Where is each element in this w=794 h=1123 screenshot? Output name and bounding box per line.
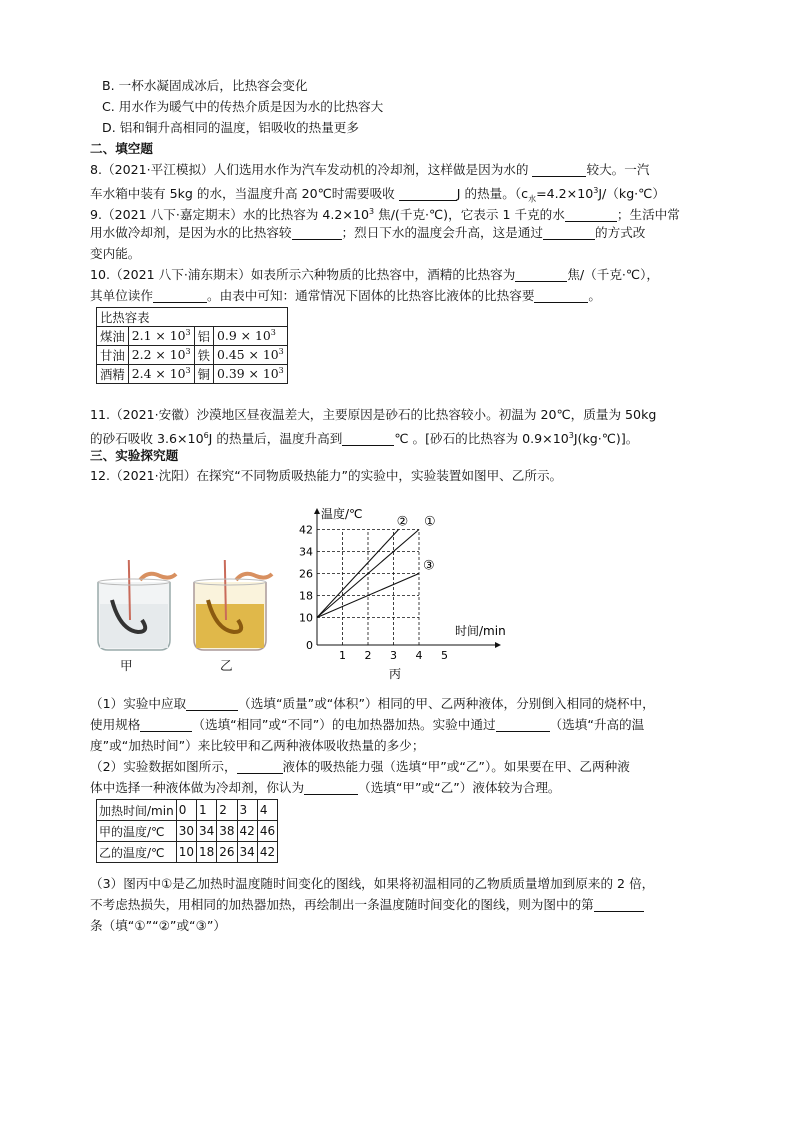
q12-blank-2[interactable]: [140, 717, 192, 732]
q9-line2: 用水做冷却剂，是因为水的比热容较 ；烈日下水的温度会升高，这是通过 的方式改: [90, 225, 646, 240]
y-tick-label: 26: [299, 567, 313, 581]
q12-blank-6[interactable]: [594, 897, 644, 912]
section-title-experiment: 三、实验探究题: [90, 448, 179, 463]
q12-blank-5[interactable]: [304, 780, 358, 795]
table-row: 酒精 $2.4 \times 10^3$ 铜 $0.39 \times 10^3$: [97, 365, 288, 384]
q12-blank-3[interactable]: [496, 717, 550, 732]
q10-line2: 其单位读作 。由表中可知：通常情况下固体的比热容比液体的比热容要 。: [90, 288, 601, 303]
q11-line1: 11.（2021·安徽）沙漠地区昼夜温差大，主要原因是砂石的比热容较小。初温为 20℃，质量为 50kg: [90, 407, 657, 422]
q12-p1-line3: 度”或“加热时间”）来比较甲和乙两种液体吸收热量的多少；: [90, 738, 425, 753]
q12-blank-1[interactable]: [186, 696, 238, 711]
y-axis-arrow: [314, 508, 320, 514]
q10-blank-1[interactable]: [515, 267, 567, 282]
temperature-chart: [295, 500, 510, 685]
table-row: 甘油 $2.2 \times 10^3$ 铁 $0.45 \times 10^3$: [97, 346, 288, 365]
q8-line2: 车水箱中装有 5kg 的水，当温度升高 20℃时需要吸收 J 的热量。（$c_水=4.2\times 10^3J/(kg\cdot℃)$: [90, 186, 665, 204]
q9-blank-2[interactable]: [292, 225, 342, 240]
q12-p1-line1: （1）实验中应取 （选填“质量”或“体积”）相同的甲、乙两种液体，分别倒入相同的烧杯中，: [90, 696, 655, 711]
origin-label: 0: [306, 639, 313, 652]
q12-blank-4[interactable]: [237, 759, 283, 774]
series-label: ①: [424, 514, 436, 530]
x-tick-label: 4: [415, 649, 423, 662]
table-row: 煤油 $2.1 \times 10^3$ 铝 $0.9 \times 10^3$: [97, 327, 288, 346]
y-tick-label: 10: [299, 611, 313, 625]
q10-blank-2[interactable]: [153, 288, 207, 303]
option-d: D. 铝和铜升高相同的温度，铝吸收的热量更多: [102, 120, 359, 135]
y-tick-label: 34: [299, 545, 313, 559]
label-jia: 甲: [120, 658, 133, 673]
q12-intro: 12.（2021·沈阳）在探究“不同物质吸热能力”的实验中，实验装置如图甲、乙所示。: [90, 468, 563, 483]
q11-blank[interactable]: [342, 431, 394, 446]
q10-line1: 10.（2021 八下·浦东期末）如表所示六种物质的比热容中，酒精的比热容为 焦/（千克·℃），: [90, 267, 659, 282]
q9-blank-3[interactable]: [543, 225, 595, 240]
x-tick-label: 3: [390, 649, 397, 662]
x-axis-arrow: [495, 642, 501, 648]
option-b: B. 一杯水凝固成冰后，比热容会变化: [102, 78, 308, 93]
x-tick-label: 1: [339, 649, 346, 662]
y-axis-label: 温度/℃: [321, 507, 363, 521]
q12-p2-line1: （2）实验数据如图所示， 液体的吸热能力强（选填“甲”或“乙”）。如果要在甲、乙两种液: [90, 759, 630, 774]
option-c: C. 用水作为暖气中的传热介质是因为水的比热容大: [102, 99, 384, 114]
q9-line1: 9.（2021 八下·嘉定期末）水的比热容为 $4.2\times 10^3$ 焦/(千克·℃)，它表示 1 千克的水 ；生活中常: [90, 207, 680, 223]
beaker-yi-image: [194, 560, 272, 650]
y-tick-label: 18: [299, 589, 313, 603]
q10-blank-3[interactable]: [534, 288, 588, 303]
table-row: 甲的温度/℃ 30 34 38 42 46: [97, 821, 278, 842]
q9-blank-1[interactable]: [565, 207, 617, 222]
x-tick-label: 2: [364, 649, 372, 662]
chart-title: 丙: [388, 667, 402, 681]
label-yi: 乙: [220, 658, 233, 673]
beaker-jia-image: [98, 560, 176, 650]
q12-p3-line1: （3）图丙中①是乙加热时温度随时间变化的图线，如果将初温相同的乙物质质量增加到原来的 2 倍，: [90, 876, 655, 891]
series-label: ②: [396, 514, 409, 530]
q12-p3-line3: 条（填“①”“②”或“③”）: [90, 918, 226, 933]
table-title: 比热容表: [97, 308, 288, 327]
beakers-illustration: [90, 560, 290, 670]
q12-p1-line2: 使用规格 （选填“相同”或“不同”）的电加热器加热。实验中通过 （选填“升高的温: [90, 717, 645, 732]
series-label: ③: [423, 558, 435, 574]
q11-line2: 的砂石吸收 $3.6\times 10^6J$ 的热量后，温度升高到 ℃ 。[砂石的比热容为 $0.9\times 10^3J(kg\cdot℃)$]。: [90, 431, 639, 447]
q8-line1: 8.（2021·平江模拟）人们选用水作为汽车发动机的冷却剂，这样做是因为水的 较大。一汽: [90, 162, 650, 177]
specific-heat-table: [96, 307, 288, 384]
y-tick-label: 42: [299, 523, 313, 537]
q9-line3: 变内能。: [90, 246, 141, 261]
q12-p3-line2: 不考虑热损失，用相同的加热器加热，再绘制出一条温度随时间变化的图线，则为图中的第: [90, 895, 644, 915]
heating-data-table: [96, 799, 278, 863]
table-row: 乙的温度/℃ 10 18 26 34 42: [97, 842, 278, 863]
x-axis-label: 时间/min: [455, 624, 506, 638]
section-title-fill: 二、填空题: [90, 141, 153, 156]
table-row: 加热时间/min 0 1 2 3 4: [97, 800, 278, 821]
q8-blank-2[interactable]: [399, 186, 457, 201]
q8-blank-1[interactable]: [532, 162, 586, 177]
q12-p2-line2: 体中选择一种液体做为冷却剂，你认为 （选填“甲”或“乙”）液体较为合理。: [90, 780, 561, 795]
x-tick-label: 5: [441, 649, 448, 662]
